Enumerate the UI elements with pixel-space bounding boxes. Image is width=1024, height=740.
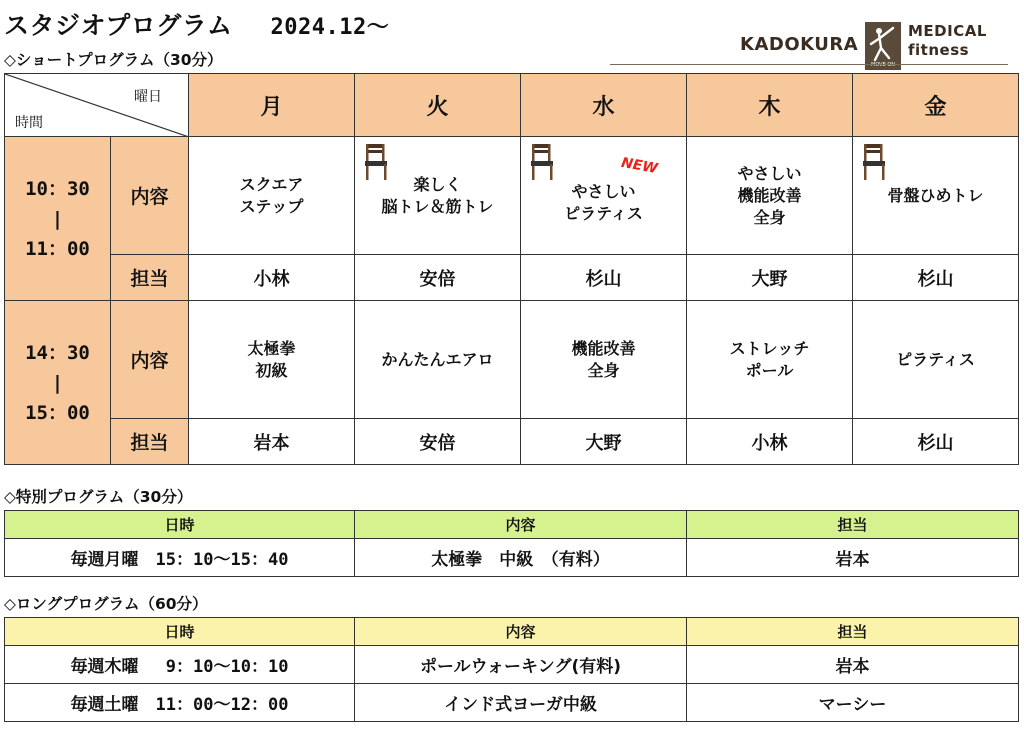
- long-col-content: 内容: [355, 618, 687, 646]
- period-text: 2024.12～: [270, 15, 390, 40]
- day-header-row: [5, 74, 1019, 137]
- slot2-fri-content: [853, 301, 1019, 419]
- class-name: 太極拳: [247, 338, 296, 358]
- long-program-table: [4, 617, 1019, 722]
- slot1-fri-content: [853, 137, 1019, 255]
- special-header-row: [5, 511, 1019, 539]
- special-col-when: 日時: [5, 511, 355, 539]
- class-name: やさしい: [571, 181, 636, 201]
- long-row2-content: インド式ヨーガ中級: [355, 684, 687, 722]
- slot2-time-start: 14：30: [25, 341, 90, 364]
- special-program-heading: ◇特別プログラム（30分）: [4, 488, 193, 506]
- chair-icon: [861, 143, 887, 181]
- class-name: 機能改善: [571, 338, 636, 358]
- slot2-mon-content: [189, 301, 355, 419]
- slot1-content-label: 内容: [111, 137, 189, 255]
- special-col-staff: 担当: [687, 511, 1019, 539]
- table-row: [5, 539, 1019, 577]
- slot2-time-end: 15：00: [25, 401, 90, 424]
- long-row2-staff: マーシー: [687, 684, 1019, 722]
- class-name: ポール: [745, 360, 794, 380]
- title-text: スタジオプログラム: [4, 11, 233, 40]
- special-col-content: 内容: [355, 511, 687, 539]
- slot1-content-row: [5, 137, 1019, 255]
- slot2-staff-row: [5, 419, 1019, 465]
- long-row1-staff: 岩本: [687, 646, 1019, 684]
- slot1-staff-label: 担当: [111, 255, 189, 301]
- short-program-table: [4, 73, 1019, 465]
- class-name: かんたんエアロ: [381, 349, 494, 369]
- slot2-content-row: [5, 301, 1019, 419]
- slot1-thu-content: [687, 137, 853, 255]
- long-row1-content: ポールウォーキング(有料): [355, 646, 687, 684]
- class-name: ピラティス: [564, 203, 643, 223]
- slot1-fri-staff: 杉山: [853, 255, 1019, 301]
- header-rule: [610, 64, 1008, 65]
- table-row: [5, 646, 1019, 684]
- class-name: 骨盤ひめトレ: [887, 185, 984, 205]
- slot1-staff-row: [5, 255, 1019, 301]
- day-thursday: 木: [687, 74, 853, 137]
- long-program-heading: ◇ロングプログラム（60分）: [4, 595, 208, 613]
- brand-logo: [740, 22, 1008, 68]
- slot1-tue-staff: 安倍: [355, 255, 521, 301]
- page-title: [4, 6, 389, 42]
- slot2-wed-content: [521, 301, 687, 419]
- slot2-wed-staff: 大野: [521, 419, 687, 465]
- class-name: ストレッチ: [729, 338, 810, 358]
- table-row: [5, 684, 1019, 722]
- day-wednesday: 水: [521, 74, 687, 137]
- class-name: やさしい: [737, 163, 802, 183]
- long-row1-when: 毎週木曜 9：10～10：10: [5, 646, 355, 684]
- long-header-row: [5, 618, 1019, 646]
- class-name: 脳トレ＆筋トレ: [381, 196, 494, 216]
- special-program-table: [4, 510, 1019, 577]
- slot2-time: [5, 301, 111, 465]
- slot2-staff-label: 担当: [111, 419, 189, 465]
- logo-brand: KADOKURA: [740, 34, 859, 55]
- slot1-time-start: 10：30: [25, 177, 90, 200]
- day-tuesday: 火: [355, 74, 521, 137]
- corner-cell: [5, 74, 189, 137]
- class-name: 初級: [255, 360, 288, 380]
- slot2-thu-content: [687, 301, 853, 419]
- corner-day-label: 曜日: [134, 89, 162, 105]
- class-name: ステップ: [239, 196, 304, 216]
- logo-tagline: MOVE ON: [870, 62, 895, 68]
- slot2-tue-staff: 安倍: [355, 419, 521, 465]
- slot1-time-end: 11：00: [25, 237, 90, 260]
- chair-icon: [529, 143, 555, 181]
- slot2-time-dash: |: [51, 371, 64, 394]
- slot2-tue-content: [355, 301, 521, 419]
- chair-icon: [363, 143, 389, 181]
- slot2-content-label: 内容: [111, 301, 189, 419]
- long-col-staff: 担当: [687, 618, 1019, 646]
- slot1-time: [5, 137, 111, 301]
- slot1-thu-staff: 大野: [687, 255, 853, 301]
- special-row1-when: 毎週月曜 15：10～15：40: [5, 539, 355, 577]
- slot1-wed-content: [521, 137, 687, 255]
- slot1-wed-staff: 杉山: [521, 255, 687, 301]
- new-badge: NEW: [619, 154, 659, 178]
- logo-line1: MEDICAL: [908, 22, 987, 40]
- short-program-heading: ◇ショートプログラム（30分）: [4, 51, 223, 69]
- class-name: 機能改善: [737, 185, 802, 205]
- special-row1-content: 太極拳 中級 （有料）: [355, 539, 687, 577]
- slot1-mon-content: [189, 137, 355, 255]
- corner-time-label: 時間: [15, 115, 43, 131]
- class-name: スクエア: [239, 174, 304, 194]
- slot1-tue-content: [355, 137, 521, 255]
- slot2-thu-staff: 小林: [687, 419, 853, 465]
- special-row1-staff: 岩本: [687, 539, 1019, 577]
- class-name: ピラティス: [896, 349, 975, 369]
- class-name: 全身: [587, 360, 620, 380]
- long-col-when: 日時: [5, 618, 355, 646]
- day-monday: 月: [189, 74, 355, 137]
- class-name: 楽しく: [413, 174, 462, 194]
- day-friday: 金: [853, 74, 1019, 137]
- logo-line2: fitness: [908, 41, 970, 59]
- slot1-time-dash: |: [51, 207, 64, 230]
- slot1-mon-staff: 小林: [189, 255, 355, 301]
- class-name: 全身: [753, 207, 786, 227]
- logo-mark-icon: [865, 22, 901, 70]
- long-row2-when: 毎週土曜 11：00～12：00: [5, 684, 355, 722]
- slot2-fri-staff: 杉山: [853, 419, 1019, 465]
- slot2-mon-staff: 岩本: [189, 419, 355, 465]
